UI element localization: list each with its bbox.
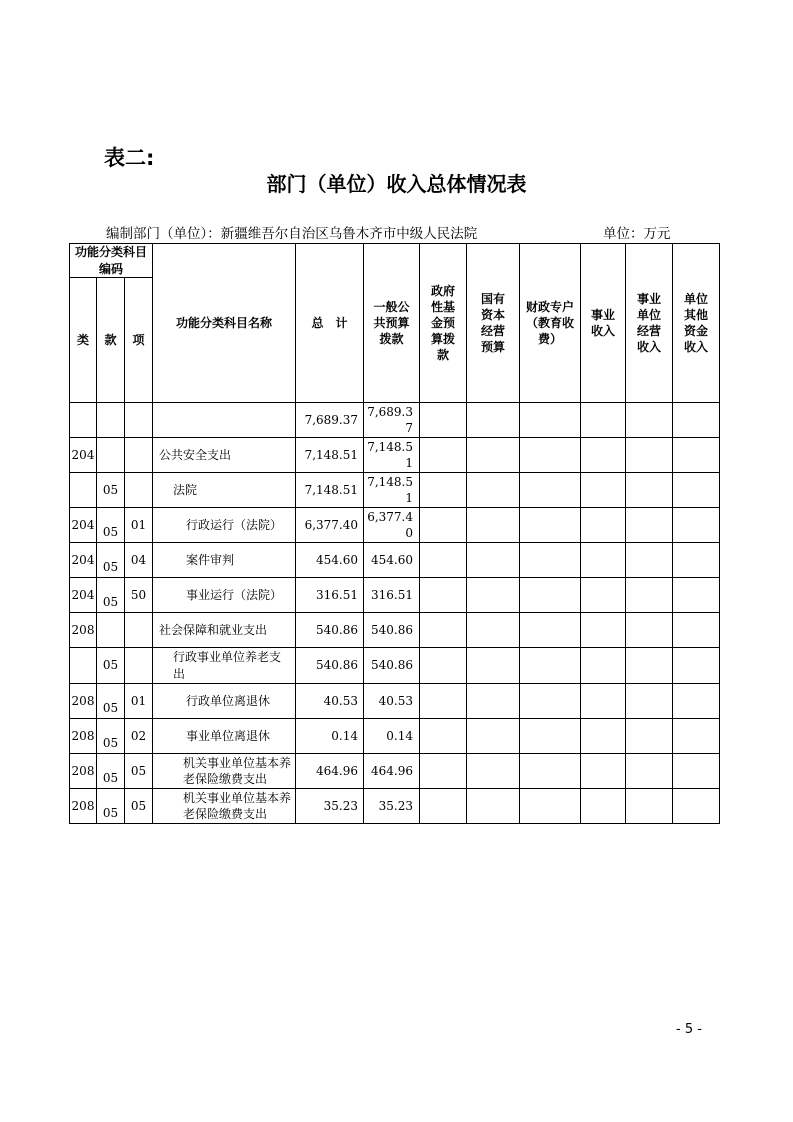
cell-empty (520, 754, 581, 789)
cell-general: 35.23 (364, 789, 420, 824)
cell-general: 540.86 (364, 613, 420, 648)
cell-total: 316.51 (296, 578, 364, 613)
cell-empty (581, 508, 626, 543)
header-other-income: 单位其他资金收入 (673, 244, 720, 403)
table-row (70, 508, 720, 543)
cell-empty (420, 648, 467, 684)
cell-empty (420, 719, 467, 754)
header-state-capital: 国有资本经营预算 (467, 244, 520, 403)
cell-general: 7,689.37 (364, 403, 420, 438)
cell-lei: 208 (70, 684, 97, 719)
header-business-income: 事业收入 (581, 244, 626, 403)
cell-empty (581, 403, 626, 438)
cell-empty (673, 438, 720, 473)
table-row (70, 719, 720, 754)
cell-name: 事业运行（法院） (153, 578, 296, 613)
cell-empty (673, 578, 720, 613)
cell-name: 机关事业单位基本养老保险缴费支出 (153, 754, 296, 789)
cell-kuan: 05 (97, 648, 125, 684)
cell-empty (581, 789, 626, 824)
cell-lei: 208 (70, 789, 97, 824)
table-row (70, 648, 720, 684)
cell-kuan: 05 (97, 508, 125, 543)
cell-empty (581, 648, 626, 684)
table-title: 部门（单位）收入总体情况表 (266, 172, 527, 196)
cell-lei (70, 403, 97, 438)
cell-lei: 208 (70, 613, 97, 648)
cell-empty (673, 508, 720, 543)
table-row (70, 438, 720, 473)
cell-empty (467, 403, 520, 438)
cell-empty (581, 754, 626, 789)
cell-empty (420, 578, 467, 613)
cell-empty (673, 403, 720, 438)
cell-lei: 208 (70, 754, 97, 789)
cell-empty (626, 578, 673, 613)
header-fund-budget: 政府性基金预算拨款 (420, 244, 467, 403)
cell-xiang: 05 (125, 754, 153, 789)
cell-empty (467, 543, 520, 578)
cell-empty (626, 543, 673, 578)
cell-general: 540.86 (364, 648, 420, 684)
cell-empty (626, 613, 673, 648)
page-number: - 5 - (676, 1022, 702, 1037)
cell-empty (467, 508, 520, 543)
cell-empty (581, 719, 626, 754)
cell-empty (581, 578, 626, 613)
cell-kuan: 05 (97, 684, 125, 719)
cell-empty (626, 438, 673, 473)
table-row (70, 578, 720, 613)
cell-lei (70, 473, 97, 508)
cell-general: 316.51 (364, 578, 420, 613)
cell-xiang: 04 (125, 543, 153, 578)
cell-name: 事业单位离退休 (153, 719, 296, 754)
cell-empty (467, 754, 520, 789)
cell-empty (673, 613, 720, 648)
table-row (70, 403, 720, 438)
cell-total: 464.96 (296, 754, 364, 789)
cell-empty (673, 789, 720, 824)
cell-general: 40.53 (364, 684, 420, 719)
cell-empty (520, 648, 581, 684)
table-row (70, 543, 720, 578)
cell-empty (420, 438, 467, 473)
cell-name: 行政运行（法院） (153, 508, 296, 543)
cell-empty (467, 578, 520, 613)
cell-empty (626, 508, 673, 543)
cell-empty (626, 473, 673, 508)
cell-empty (626, 648, 673, 684)
cell-empty (420, 684, 467, 719)
cell-kuan (97, 613, 125, 648)
table-row (70, 613, 720, 648)
cell-empty (673, 684, 720, 719)
cell-kuan: 05 (97, 543, 125, 578)
cell-empty (467, 789, 520, 824)
cell-general: 6,377.40 (364, 508, 420, 543)
cell-xiang: 02 (125, 719, 153, 754)
header-special-account: 财政专户（教育收费） (520, 244, 581, 403)
header-lei: 类 (70, 278, 97, 403)
cell-empty (467, 648, 520, 684)
cell-total: 40.53 (296, 684, 364, 719)
cell-name: 社会保障和就业支出 (153, 613, 296, 648)
cell-total: 7,148.51 (296, 473, 364, 508)
cell-empty (467, 719, 520, 754)
cell-xiang (125, 613, 153, 648)
cell-xiang (125, 648, 153, 684)
cell-lei: 204 (70, 543, 97, 578)
cell-empty (673, 473, 720, 508)
cell-empty (626, 719, 673, 754)
cell-lei: 204 (70, 578, 97, 613)
income-summary-table (69, 243, 720, 824)
cell-total: 6,377.40 (296, 508, 364, 543)
cell-empty (520, 543, 581, 578)
cell-empty (420, 789, 467, 824)
header-code-group: 功能分类科目编码 (70, 244, 153, 278)
cell-xiang (125, 403, 153, 438)
cell-name: 机关事业单位基本养老保险缴费支出 (153, 789, 296, 824)
cell-lei (70, 648, 97, 684)
cell-kuan: 05 (97, 473, 125, 508)
cell-empty (581, 473, 626, 508)
cell-name: 法院 (153, 473, 296, 508)
cell-empty (626, 789, 673, 824)
cell-empty (673, 543, 720, 578)
cell-empty (581, 613, 626, 648)
cell-empty (420, 508, 467, 543)
section-heading: 表二: (104, 146, 155, 170)
cell-xiang: 01 (125, 508, 153, 543)
cell-empty (520, 684, 581, 719)
cell-empty (420, 613, 467, 648)
header-row-1 (70, 244, 720, 278)
cell-name: 公共安全支出 (153, 438, 296, 473)
cell-general: 7,148.51 (364, 473, 420, 508)
cell-kuan: 05 (97, 578, 125, 613)
cell-empty (520, 403, 581, 438)
header-total: 总 计 (296, 244, 364, 403)
cell-total: 7,689.37 (296, 403, 364, 438)
cell-empty (626, 403, 673, 438)
cell-general: 7,148.51 (364, 438, 420, 473)
cell-lei: 208 (70, 719, 97, 754)
cell-name: 案件审判 (153, 543, 296, 578)
cell-empty (581, 543, 626, 578)
cell-kuan (97, 403, 125, 438)
cell-empty (520, 719, 581, 754)
cell-total: 454.60 (296, 543, 364, 578)
header-general-budget: 一般公共预算拨款 (364, 244, 420, 403)
cell-empty (520, 438, 581, 473)
cell-kuan: 05 (97, 789, 125, 824)
cell-empty (520, 789, 581, 824)
cell-empty (420, 473, 467, 508)
table-row (70, 754, 720, 789)
cell-general: 464.96 (364, 754, 420, 789)
cell-empty (467, 438, 520, 473)
cell-total: 7,148.51 (296, 438, 364, 473)
cell-total: 540.86 (296, 613, 364, 648)
compiling-unit: 编制部门（单位）：新疆维吾尔自治区乌鲁木齐市中级人民法院 (106, 226, 478, 242)
cell-name (153, 403, 296, 438)
header-operating-income: 事业单位经营收入 (626, 244, 673, 403)
cell-xiang (125, 438, 153, 473)
cell-empty (673, 754, 720, 789)
cell-empty (581, 438, 626, 473)
cell-xiang: 05 (125, 789, 153, 824)
cell-name: 行政事业单位养老支出 (153, 648, 296, 684)
cell-lei: 204 (70, 508, 97, 543)
cell-empty (673, 719, 720, 754)
cell-xiang (125, 473, 153, 508)
table-row (70, 684, 720, 719)
cell-empty (520, 613, 581, 648)
cell-kuan: 05 (97, 754, 125, 789)
table-row (70, 473, 720, 508)
cell-empty (520, 473, 581, 508)
cell-total: 540.86 (296, 648, 364, 684)
header-name: 功能分类科目名称 (153, 244, 296, 403)
cell-empty (626, 684, 673, 719)
cell-empty (520, 578, 581, 613)
header-kuan: 款 (97, 278, 125, 403)
cell-kuan (97, 438, 125, 473)
cell-xiang: 01 (125, 684, 153, 719)
cell-empty (467, 684, 520, 719)
cell-empty (420, 543, 467, 578)
table-row (70, 789, 720, 824)
cell-general: 0.14 (364, 719, 420, 754)
money-unit: 单位：万元 (603, 226, 671, 242)
cell-general: 454.60 (364, 543, 420, 578)
cell-lei: 204 (70, 438, 97, 473)
cell-empty (420, 754, 467, 789)
cell-empty (520, 508, 581, 543)
cell-total: 35.23 (296, 789, 364, 824)
cell-empty (467, 473, 520, 508)
cell-empty (581, 684, 626, 719)
cell-name: 行政单位离退休 (153, 684, 296, 719)
cell-empty (420, 403, 467, 438)
cell-empty (673, 648, 720, 684)
cell-total: 0.14 (296, 719, 364, 754)
header-xiang: 项 (125, 278, 153, 403)
cell-empty (626, 754, 673, 789)
cell-empty (467, 613, 520, 648)
cell-xiang: 50 (125, 578, 153, 613)
cell-kuan: 05 (97, 719, 125, 754)
